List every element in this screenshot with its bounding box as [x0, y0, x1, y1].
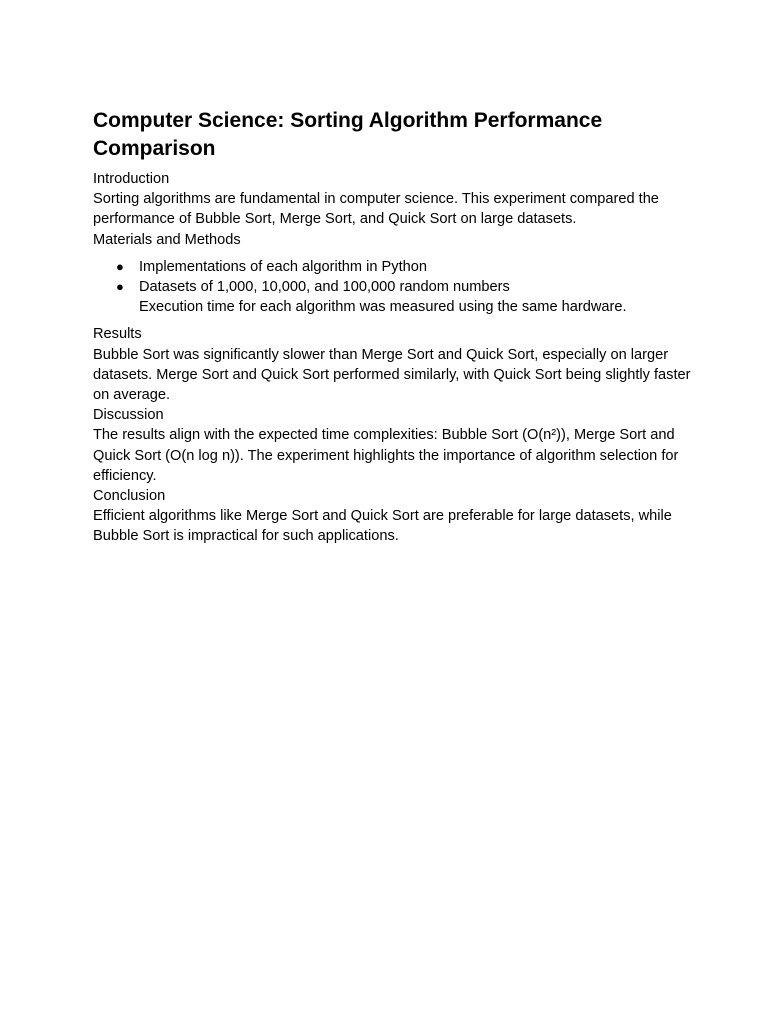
methods-heading: Materials and Methods — [93, 231, 241, 248]
introduction-text: Sorting algorithms are fundamental in computer science. This experiment compared the performance of Bubble Sort, Merge Sort, and Quick Sort on large datasets. — [93, 191, 659, 228]
list-item — [93, 257, 693, 277]
list-item-text: Datasets of 1,000, 10,000, and 100,000 random numbers — [139, 279, 510, 296]
bullet-icon: ● — [116, 279, 124, 295]
introduction-heading: Introduction — [93, 171, 170, 187]
methods-note: Execution time for each algorithm was measured using the same hardware. — [139, 299, 627, 316]
discussion-text: The results align with the expected time complexities: Bubble Sort (O(n²)), Merge Sort and Quick Sort (O(n log n)). The experiment highlights the importance of algorithm selection for efficiency. — [93, 427, 679, 484]
list-item — [93, 277, 693, 297]
results-heading: Results — [93, 326, 142, 343]
document-title: Computer Science: Sorting Algorithm Performance Comparison — [93, 109, 603, 160]
conclusion-heading: Conclusion — [93, 488, 166, 505]
results-text: Bubble Sort was significantly slower than Merge Sort and Quick Sort, especially on larger datasets. Merge Sort and Quick Sort performed similarly, with Quick Sort being slightly faster on average. — [93, 346, 691, 404]
methods-list — [93, 257, 693, 297]
document-page — [93, 107, 693, 547]
discussion-heading: Discussion — [93, 407, 164, 424]
conclusion-text: Efficient algorithms like Merge Sort and Quick Sort are preferable for large datasets, while Bubble Sort is impractical for such applications. — [93, 508, 672, 545]
list-item-text: Implementations of each algorithm in Python — [139, 258, 427, 275]
bullet-icon: ● — [116, 258, 124, 274]
